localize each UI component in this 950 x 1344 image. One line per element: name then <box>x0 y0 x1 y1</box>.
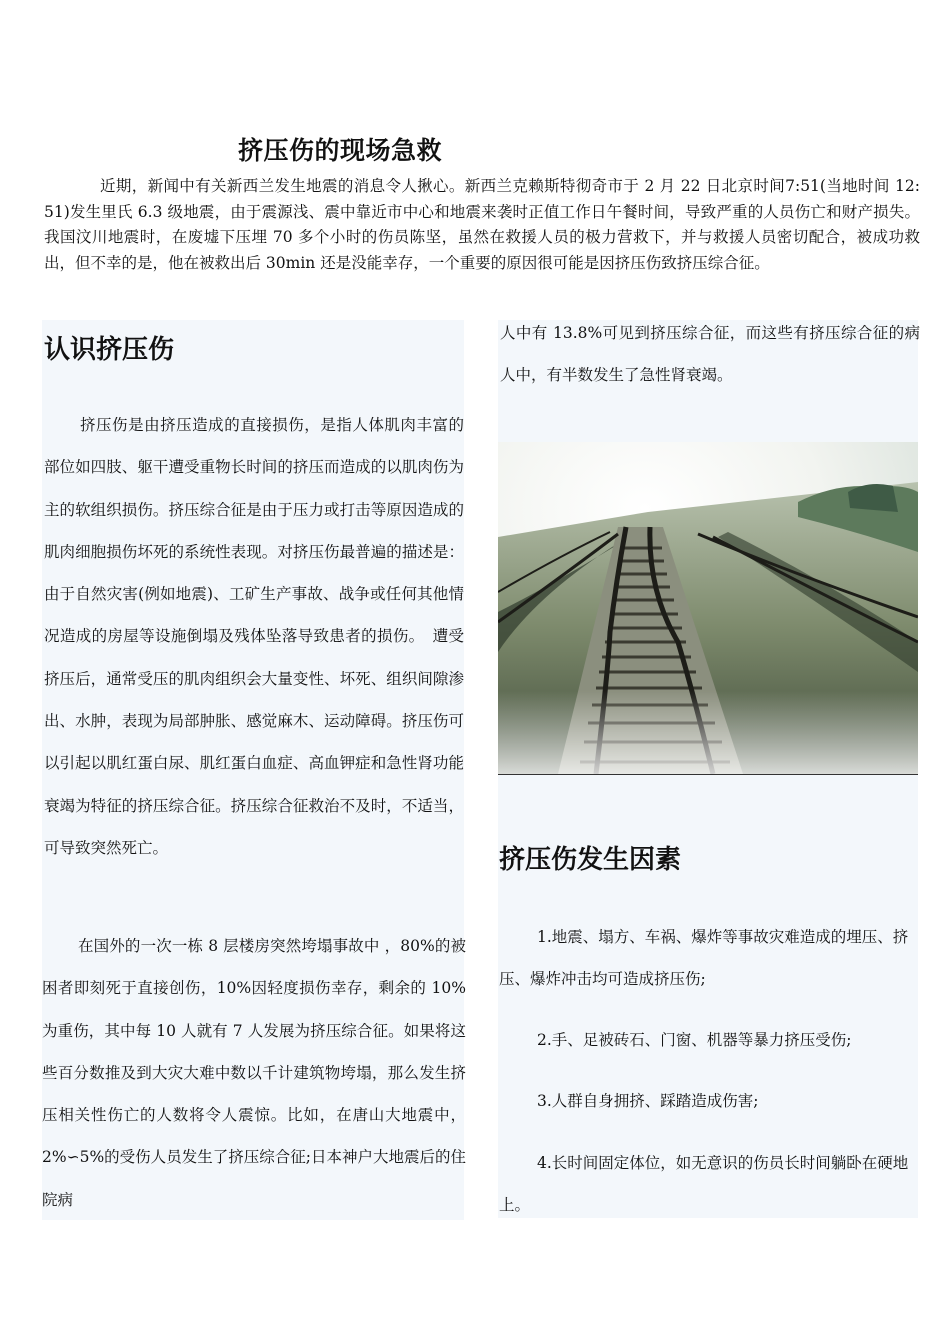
intro-paragraph <box>44 174 920 276</box>
page-title: 挤压伤的现场急救 <box>238 136 443 165</box>
right-column <box>498 320 918 1218</box>
factor-item: 1.地震、塌方、车祸、爆炸等事故灾难造成的埋压、挤压、爆炸冲击均可造成挤压伤; <box>499 928 909 989</box>
factor-item: 2.手、足被砖石、门窗、机器等暴力挤压受伤; <box>537 1031 852 1049</box>
section-heading-crush-injury: 认识挤压伤 <box>44 335 175 365</box>
crush-injury-definition: 挤压伤是由挤压造成的直接损伤，是指人体肌肉丰富的部位如四肢、躯干遭受重物长时间的挤压而造成的以肌肉伤为主的软组织损伤。挤压综合征是由于压力或打击等原因造成的肌肉细胞损伤坏死的系统性表现。对挤压伤最普遍的描述是：由于自然灾害(例如地震)、工矿生产事故、战争或任何其他情况造成的房屋等设施倒塌及残体坠落导致患者的损伤。 遭受挤压后，通常受压的肌肉组织会大量变性、坏死、组织间隙渗出、水肿，表现为局部肿胀、感觉麻木、运动障碍。挤压伤可以引起以肌红蛋白尿、肌红蛋白血症、高血钾症和急性肾功能衰竭为特征的挤压综合征。挤压综合征救治不及时，不适当，可导致突然死亡。 <box>44 416 464 857</box>
factor-item: 4.长时间固定体位，如无意识的伤员长时间躺卧在硬地上。 <box>499 1154 909 1215</box>
section-heading-causes: 挤压伤发生因素 <box>499 845 682 875</box>
factor-item: 3.人群自身拥挤、踩踏造成伤害; <box>537 1092 759 1110</box>
building-collapse-stats: 在国外的一次一栋 8 层楼房突然垮塌事故中 ，80%的被困者即刻死于直接创伤，10%因轻度损伤幸存，剩余的 10%为重伤，其中每 10 人就有 7 人发展为挤压综合征。如果将这些百分数推及到大灾大难中数以千计建筑物垮塌，那么发生挤压相关性伤亡的人数将令人震惊。比如，在唐山大地震中，2%∽5%的受伤人员发生了挤压综合征;日本神户大地震后的住院病 <box>42 937 466 1209</box>
left-column-cont <box>42 925 466 1221</box>
railway-track-illustration <box>498 442 918 775</box>
intro-text: 近期，新闻中有关新西兰发生地震的消息令人揪心。新西兰克赖斯特彻奇市于 2 月 22 日北京时间7:51(当地时间 12: 51)发生里氏 6.3 级地震，由于震源浅、震中靠近市中心和地震来袭时正值工作日午餐时间，导致严重的人员伤亡和财产损失。我国汶川地震时，在废墟下压埋 70 多个小时的伤员陈坚，虽然在救援人员的极力营救下，并与救援人员密切配合，被成功救出，但不幸的是，他在被救出后 30min 还是没能幸存，一个重要的原因很可能是因挤压伤致挤压综合征。 <box>44 177 920 272</box>
kobe-stats-continued: 人中有 13.8%可见到挤压综合征，而这些有挤压综合征的病人中，有半数发生了急性肾衰竭。 <box>500 324 920 385</box>
